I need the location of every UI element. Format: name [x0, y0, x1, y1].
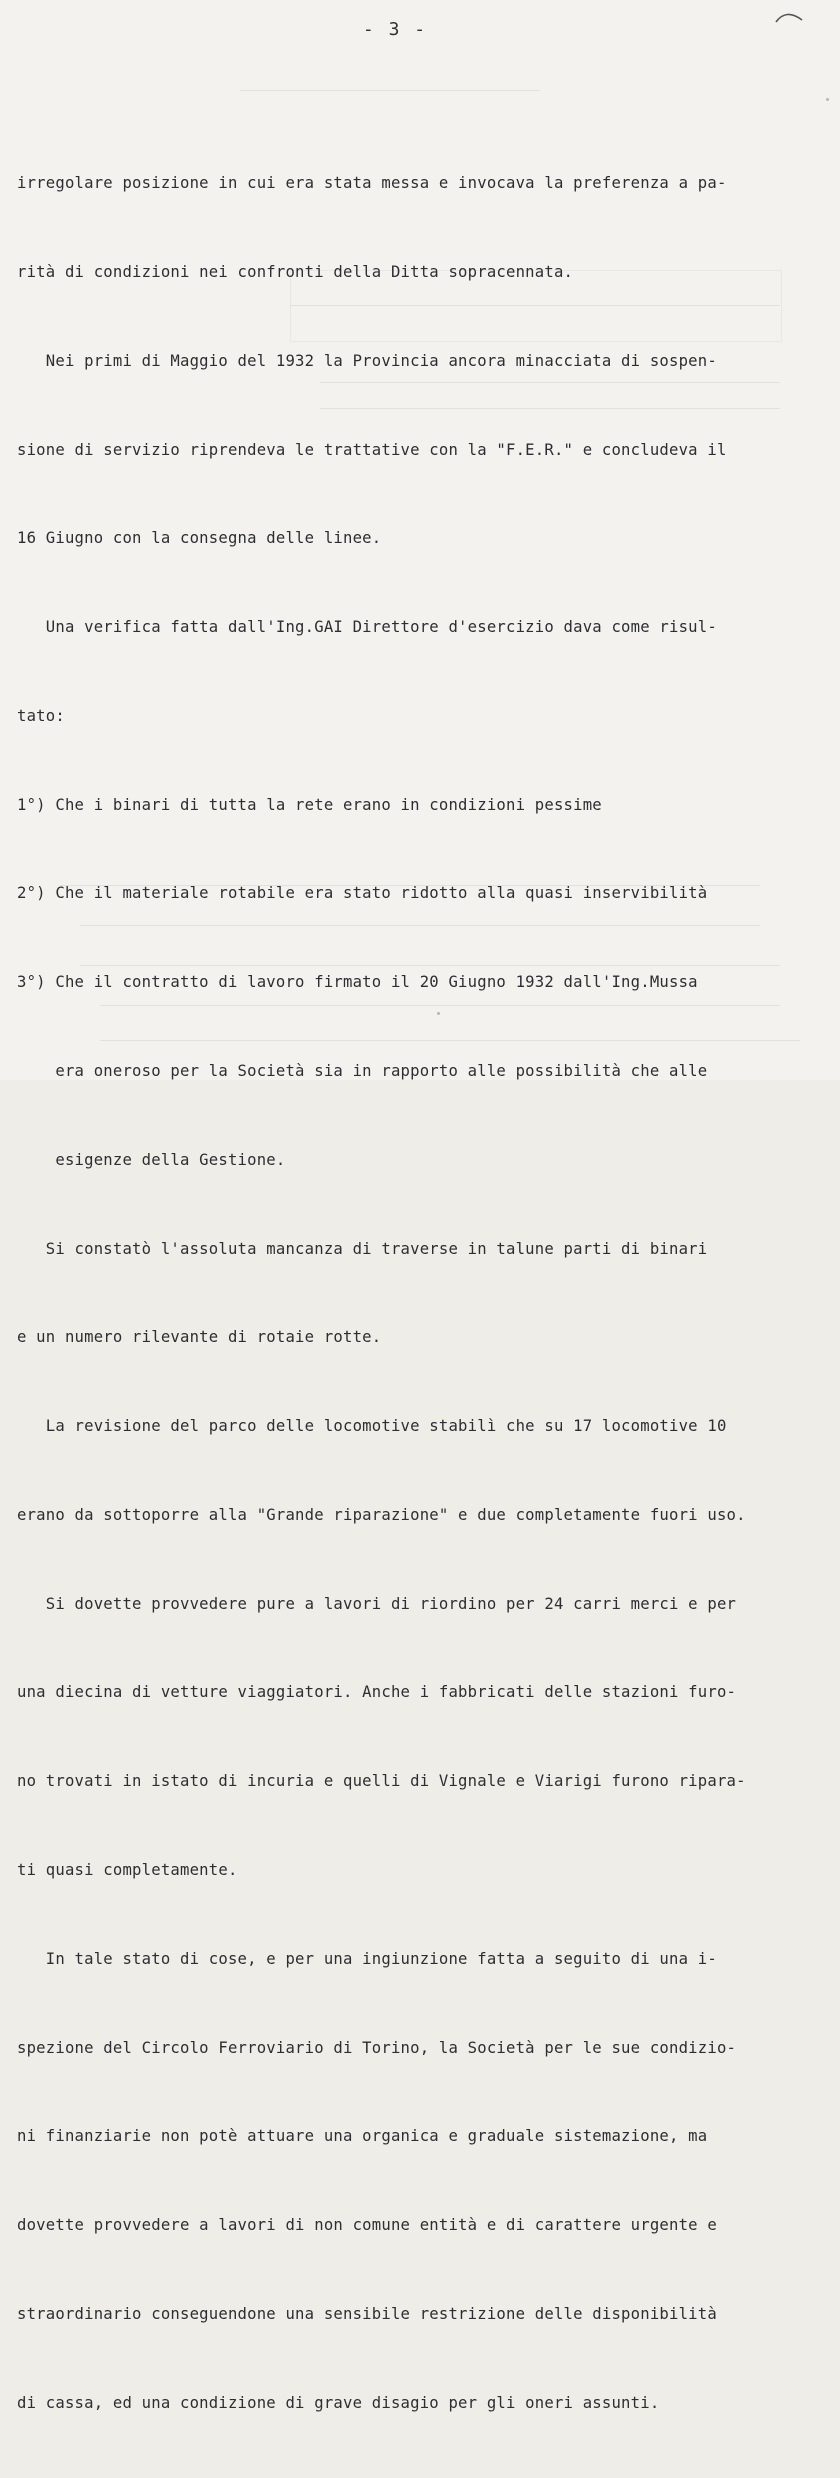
text-line: ni finanziarie non potè attuare una organica e graduale sistemazione, ma — [17, 2127, 708, 2146]
paper-speck — [826, 98, 829, 101]
text-line: spezione del Circolo Ferroviario di Torino, la Società per le sue condizio- — [17, 2038, 737, 2057]
text-line: esigenze della Gestione. — [17, 1150, 286, 1169]
text-line: tato: — [17, 706, 65, 725]
list-item-1: 1°) Che i binari di tutta la rete erano in condizioni pessime — [17, 795, 602, 814]
text-line: no trovati in istato di incuria e quelli di Vignale e Viarigi furono ripara- — [17, 1772, 746, 1791]
text-line: irregolare posizione in cui era stata messa e invocava la preferenza a pa- — [17, 174, 727, 193]
text-line: ti quasi completamente. — [17, 1861, 238, 1880]
text-line: Si dovette provvedere pure a lavori di riordino per 24 carri merci e per — [17, 1594, 737, 1613]
text-line: erano da sottoporre alla "Grande riparazione" e due completamente fuori uso. — [17, 1505, 746, 1524]
text-line: e un numero rilevante di rotaie rotte. — [17, 1328, 382, 1347]
text-line: Una verifica fatta dall'Ing.GAI Direttore d'esercizio dava come risul- — [17, 618, 717, 637]
text-line: di cassa, ed una condizione di grave disagio per gli oneri assunti. — [17, 2393, 660, 2412]
text-line: sione di servizio riprendeva le trattative con la "F.E.R." e concludeva il — [17, 440, 727, 459]
text-line: era oneroso per la Società sia in rapporto alle possibilità che alle — [17, 1062, 708, 1080]
text-line: una diecina di vetture viaggiatori. Anche i fabbricati delle stazioni furo- — [17, 1683, 737, 1702]
text-line: rità di condizioni nei confronti della Ditta sopracennata. — [17, 262, 574, 281]
list-item-3: 3°) Che il contratto di lavoro firmato il 20 Giugno 1932 dall'Ing.Mussa — [17, 973, 698, 992]
text-line: La revisione del parco delle locomotive stabilì che su 17 locomotive 10 — [17, 1417, 727, 1436]
text-line: Nei primi di Maggio del 1932 la Provincia ancora minacciata di sospen- — [17, 351, 717, 370]
text-line: straordinario conseguendone una sensibile restrizione delle disponibilità — [17, 2304, 717, 2323]
text-line: dovette provvedere a lavori di non comune entità e di carattere urgente e — [17, 2216, 717, 2235]
corner-fold-mark — [772, 4, 806, 28]
text-line: 16 Giugno con la consegna delle linee. — [17, 529, 382, 548]
list-item-2: 2°) Che il materiale rotabile era stato ridotto alla quasi inservibilità — [17, 884, 708, 903]
text-line: In tale stato di cose, e per una ingiunzione fatta a seguito di una i- — [17, 1949, 717, 1968]
typed-body-text — [17, 110, 817, 2478]
page-number: - 3 - — [362, 19, 428, 40]
text-line: Si constatò l'assoluta mancanza di traverse in talune parti di binari — [17, 1239, 708, 1258]
